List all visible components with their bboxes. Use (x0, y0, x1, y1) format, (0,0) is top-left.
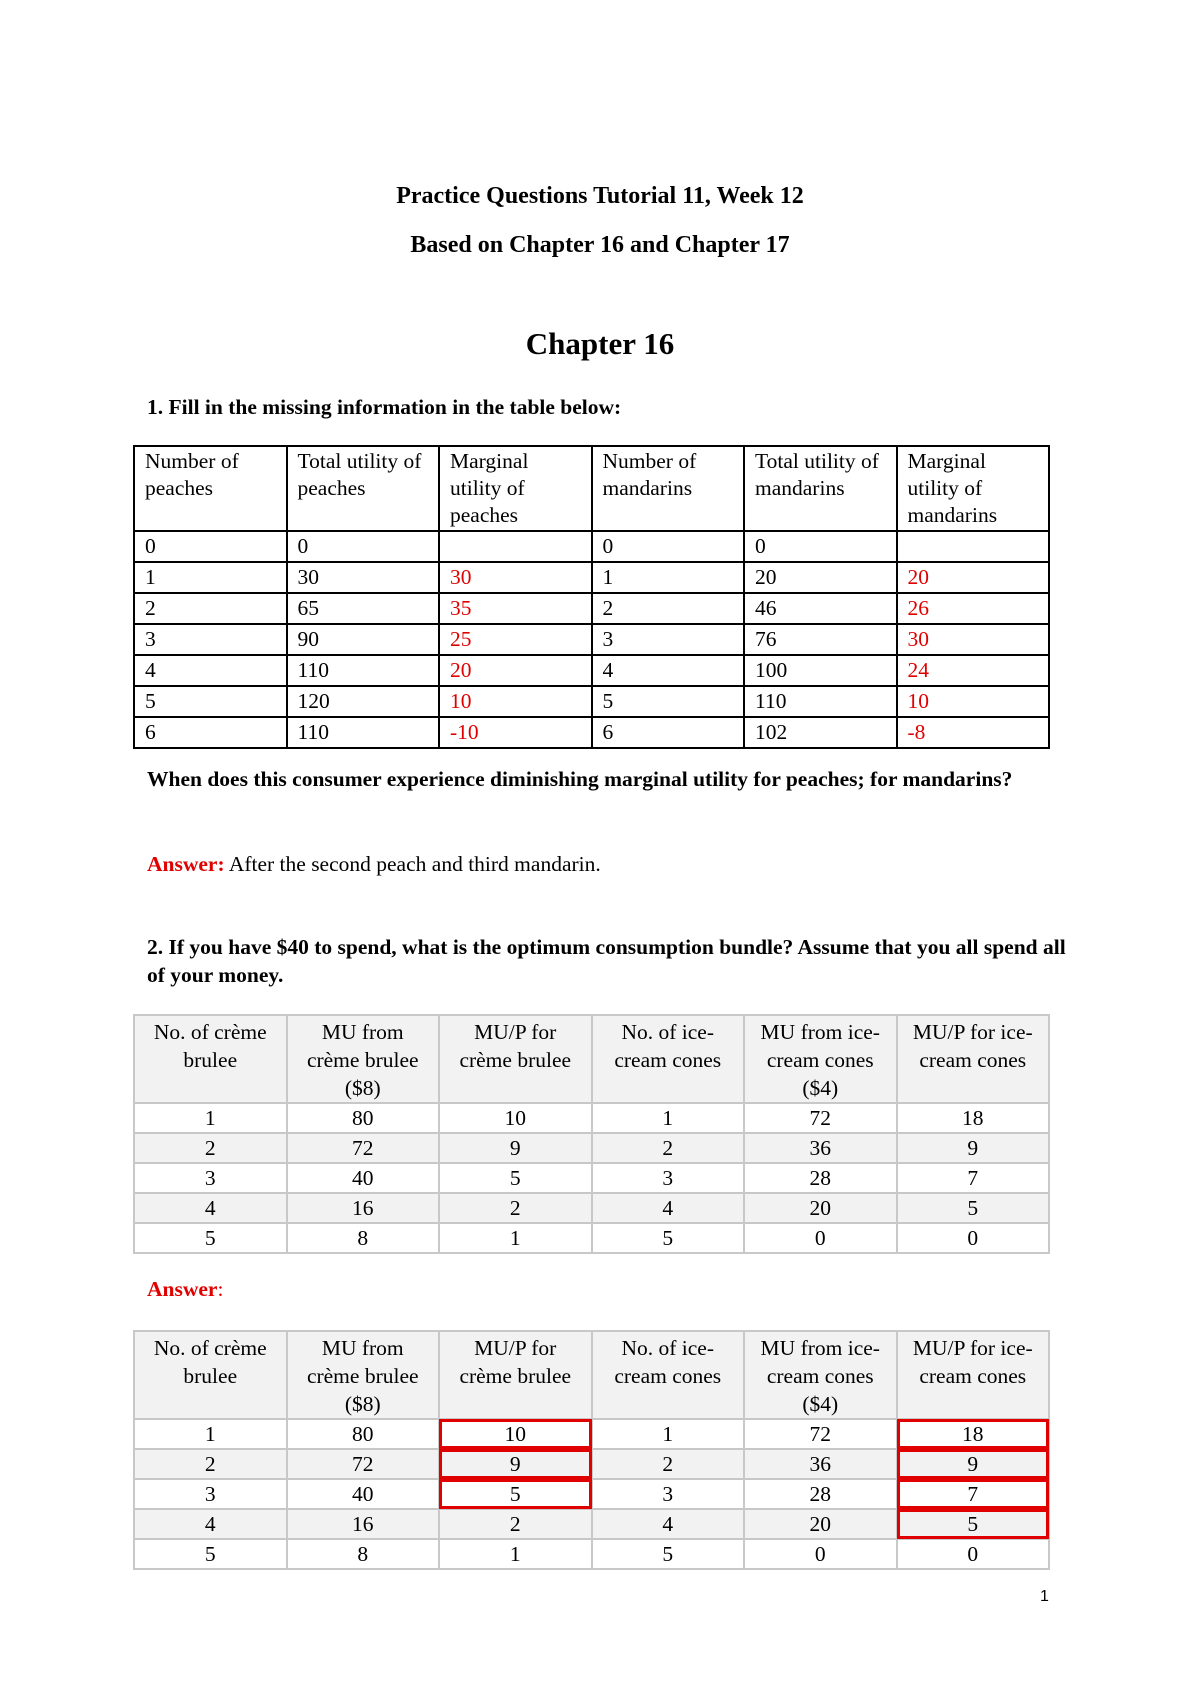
table-cell: 30 (439, 562, 592, 593)
table-cell: 9 (897, 1133, 1050, 1163)
table-row (134, 655, 1049, 686)
table-cell: 20 (744, 1193, 897, 1223)
table-cell: 110 (744, 686, 897, 717)
table-cell: 3 (592, 624, 745, 655)
table-cell: 25 (439, 624, 592, 655)
table-cell: 36 (744, 1449, 897, 1479)
table-cell: 6 (592, 717, 745, 748)
table-cell: 2 (134, 1449, 287, 1479)
highlighted-cell: 10 (439, 1419, 592, 1449)
table-cell: 4 (134, 655, 287, 686)
table-header-row (134, 446, 1049, 531)
column-header: No. of ice-cream cones (592, 1015, 745, 1103)
table-cell: 1 (592, 562, 745, 593)
table-cell: 5 (134, 1539, 287, 1569)
table-row (134, 1449, 1049, 1479)
column-header: Number of peaches (134, 446, 287, 531)
table-cell: 20 (439, 655, 592, 686)
table-cell: 3 (592, 1163, 745, 1193)
table-cell: 1 (592, 1103, 745, 1133)
table-row (134, 1193, 1049, 1223)
table-cell: 10 (439, 686, 592, 717)
column-header: Number of mandarins (592, 446, 745, 531)
column-header: MU/P for ice-cream cones (897, 1015, 1050, 1103)
table-cell: 5 (134, 686, 287, 717)
column-header: Total utility of peaches (287, 446, 440, 531)
table-row (134, 624, 1049, 655)
table-cell: 0 (744, 1223, 897, 1253)
table-cell: 72 (744, 1419, 897, 1449)
table-cell: -8 (897, 717, 1050, 748)
table-cell: 8 (287, 1539, 440, 1569)
table-header-row (134, 1331, 1049, 1419)
table-row (134, 1223, 1049, 1253)
table-cell: 9 (439, 1133, 592, 1163)
table-cell: 5 (592, 686, 745, 717)
table-cell: 3 (134, 1479, 287, 1509)
question-1-followup: When does this consumer experience diminishing marginal utility for peaches; for mandarins? (147, 767, 1013, 791)
table-row (134, 1419, 1049, 1449)
table-cell (439, 531, 592, 562)
column-header: MU/P for ice-cream cones (897, 1331, 1050, 1419)
highlighted-cell: 7 (897, 1479, 1050, 1509)
answer-text: After the second peach and third mandarin. (224, 852, 601, 876)
question-1-prompt: 1. Fill in the missing information in the table below: (147, 395, 622, 419)
table-cell: 102 (744, 717, 897, 748)
table-cell: 10 (439, 1103, 592, 1133)
table-cell: 5 (897, 1193, 1050, 1223)
column-header: MU/P for crème brulee (439, 1331, 592, 1419)
table-cell: 72 (287, 1449, 440, 1479)
answer-label: Answer: (147, 852, 225, 876)
column-header: No. of crème brulee (134, 1015, 287, 1103)
column-header: MU from ice-cream cones ($4) (744, 1331, 897, 1419)
highlighted-cell: 5 (897, 1509, 1050, 1539)
column-header: Marginal utility of mandarins (897, 446, 1050, 531)
table-cell: 4 (592, 655, 745, 686)
table-cell: 0 (592, 531, 745, 562)
column-header: MU from crème brulee ($8) (287, 1015, 440, 1103)
table-cell: 2 (134, 593, 287, 624)
mu-table-answer (133, 1330, 1050, 1570)
table-cell (897, 531, 1050, 562)
question-2-answer (147, 1275, 223, 1303)
table-cell: 3 (592, 1479, 745, 1509)
table-cell: 5 (592, 1539, 745, 1569)
table-cell: 16 (287, 1509, 440, 1539)
table-cell: 4 (134, 1509, 287, 1539)
table-cell: 90 (287, 624, 440, 655)
table-row (134, 1509, 1049, 1539)
table-row (134, 1133, 1049, 1163)
chapter-heading: Chapter 16 (525, 326, 675, 361)
table-cell: 40 (287, 1479, 440, 1509)
table-row (134, 717, 1049, 748)
table-cell: 2 (134, 1133, 287, 1163)
table-row (134, 562, 1049, 593)
table-row (134, 1163, 1049, 1193)
table-cell: 65 (287, 593, 440, 624)
table-header-row (134, 1015, 1049, 1103)
table-cell: 0 (134, 531, 287, 562)
table-cell: 100 (744, 655, 897, 686)
table-cell: -10 (439, 717, 592, 748)
table-cell: 1 (134, 562, 287, 593)
table-cell: 5 (592, 1223, 745, 1253)
table-cell: 5 (134, 1223, 287, 1253)
question-2-prompt: 2. If you have $40 to spend, what is the optimum consumption bundle? Assume that you all spend all of your money. (147, 935, 1066, 987)
document-subtitle: Based on Chapter 16 and Chapter 17 (410, 232, 790, 258)
table-cell: 35 (439, 593, 592, 624)
table-cell: 4 (134, 1193, 287, 1223)
table-cell: 80 (287, 1419, 440, 1449)
table-cell: 8 (287, 1223, 440, 1253)
table-cell: 1 (439, 1539, 592, 1569)
table-row (134, 1103, 1049, 1133)
table-cell: 28 (744, 1479, 897, 1509)
table-cell: 20 (897, 562, 1050, 593)
table-cell: 20 (744, 562, 897, 593)
table-cell: 46 (744, 593, 897, 624)
table-cell: 72 (287, 1133, 440, 1163)
utility-table (133, 445, 1050, 749)
table-cell: 2 (592, 1133, 745, 1163)
table-cell: 24 (897, 655, 1050, 686)
table-cell: 2 (592, 593, 745, 624)
column-header: MU/P for crème brulee (439, 1015, 592, 1103)
table-cell: 16 (287, 1193, 440, 1223)
table-cell: 36 (744, 1133, 897, 1163)
highlighted-cell: 9 (439, 1449, 592, 1479)
table-cell: 0 (287, 531, 440, 562)
table-row (134, 1479, 1049, 1509)
table-cell: 6 (134, 717, 287, 748)
table-cell: 0 (744, 531, 897, 562)
table-cell: 3 (134, 624, 287, 655)
table-cell: 110 (287, 655, 440, 686)
column-header: No. of crème brulee (134, 1331, 287, 1419)
column-header: Total utility of mandarins (744, 446, 897, 531)
table-cell: 0 (744, 1539, 897, 1569)
column-header: MU from ice-cream cones ($4) (744, 1015, 897, 1103)
table-cell: 1 (134, 1419, 287, 1449)
column-header: No. of ice-cream cones (592, 1331, 745, 1419)
table-row (134, 686, 1049, 717)
table-cell: 76 (744, 624, 897, 655)
table-cell: 4 (592, 1509, 745, 1539)
table-cell: 120 (287, 686, 440, 717)
table-cell: 4 (592, 1193, 745, 1223)
table-cell: 30 (897, 624, 1050, 655)
table-row (134, 531, 1049, 562)
table-cell: 0 (897, 1539, 1050, 1569)
table-cell: 0 (897, 1223, 1050, 1253)
column-header: Marginal utility of peaches (439, 446, 592, 531)
table-cell: 2 (439, 1509, 592, 1539)
table-cell: 18 (897, 1103, 1050, 1133)
table-cell: 72 (744, 1103, 897, 1133)
table-cell: 1 (592, 1419, 745, 1449)
highlighted-cell: 5 (439, 1479, 592, 1509)
table-cell: 20 (744, 1509, 897, 1539)
page-number: 1 (1040, 1588, 1049, 1605)
mu-table-question (133, 1014, 1050, 1254)
table-cell: 1 (134, 1103, 287, 1133)
table-cell: 2 (592, 1449, 745, 1479)
table-cell: 110 (287, 717, 440, 748)
column-header: MU from crème brulee ($8) (287, 1331, 440, 1419)
table-cell: 40 (287, 1163, 440, 1193)
answer-colon: : (217, 1277, 224, 1301)
table-cell: 3 (134, 1163, 287, 1193)
table-cell: 28 (744, 1163, 897, 1193)
table-cell: 30 (287, 562, 440, 593)
highlighted-cell: 18 (897, 1419, 1050, 1449)
table-row (134, 593, 1049, 624)
highlighted-cell: 9 (897, 1449, 1050, 1479)
table-cell: 26 (897, 593, 1050, 624)
table-row (134, 1539, 1049, 1569)
table-cell: 10 (897, 686, 1050, 717)
document-title: Practice Questions Tutorial 11, Week 12 (396, 183, 804, 209)
table-cell: 2 (439, 1193, 592, 1223)
answer-label: Answer (147, 1277, 218, 1301)
table-cell: 1 (439, 1223, 592, 1253)
table-cell: 80 (287, 1103, 440, 1133)
table-cell: 5 (439, 1163, 592, 1193)
table-cell: 7 (897, 1163, 1050, 1193)
question-1-answer (147, 850, 601, 878)
